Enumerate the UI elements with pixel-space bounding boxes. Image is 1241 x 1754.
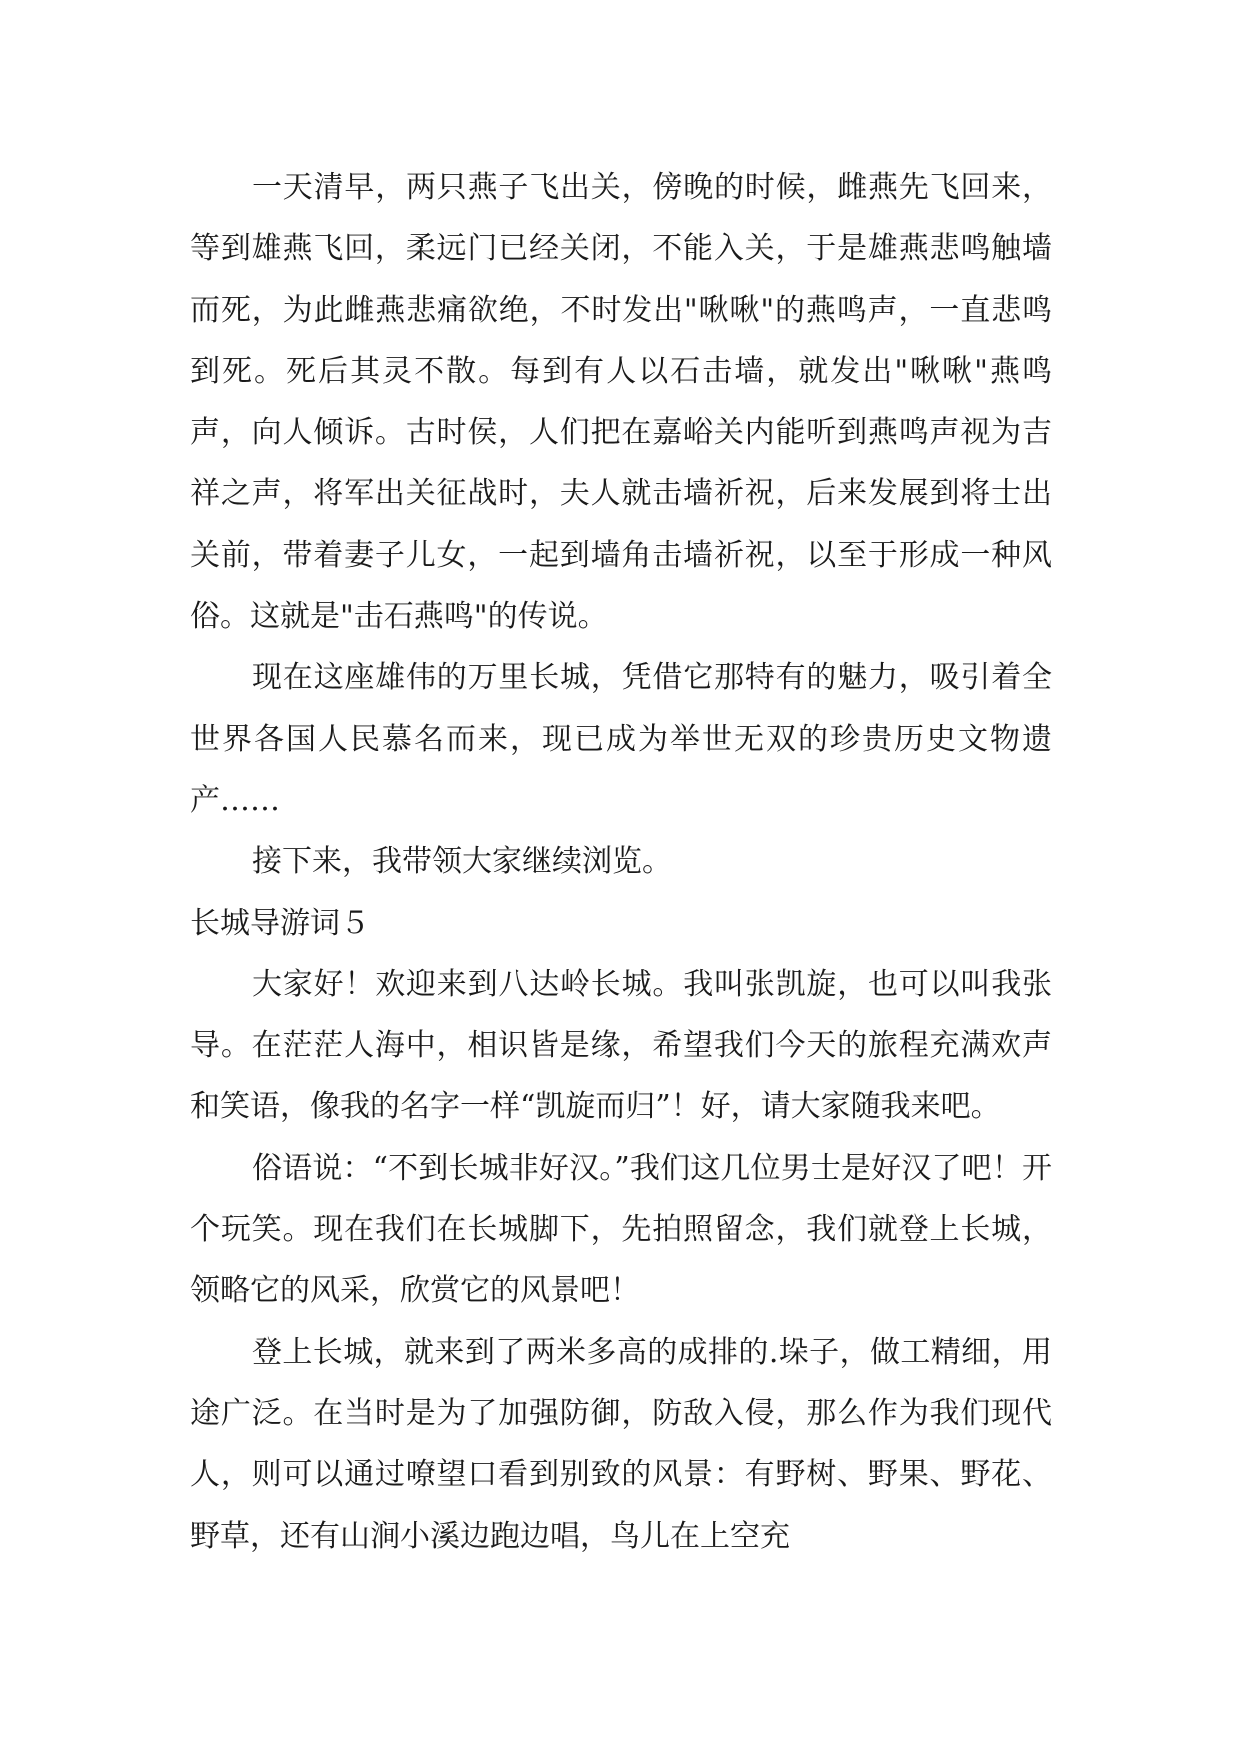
paragraph-swallow-legend: 一天清早，两只燕子飞出关，傍晚的时候，雌燕先飞回来，等到雄燕飞回，柔远门已经关闭，不能入关，于是雄燕悲鸣触墙而死，为此雌燕悲痛欲绝，不时发出"啾啾"的燕鸣声，一直悲鸣到死。死后其灵不散。每到有人以石击墙，就发出"啾啾"燕鸣声，向人倾诉。古时侯，人们把在嘉峪关内能听到燕鸣声视为吉祥之声，将军出关征战时，夫人就击墙祈祝，后来发展到将士出关前，带着妻子儿女，一起到墙角击墙祈祝，以至于形成一种风俗。这就是"击石燕鸣"的传说。 — [190, 170, 1052, 635]
paragraph-proverb: 俗语说：“不到长城非好汉。”我们这几位男士是好汉了吧！开个玩笑。现在我们在长城脚下，先拍照留念，我们就登上长城，领略它的风采，欣赏它的风景吧！ — [190, 1150, 1052, 1309]
paragraph-great-wall-charm: 现在这座雄伟的万里长城，凭借它那特有的魅力，吸引着全世界各国人民慕名而来，现已成为举世无双的珍贵历史文物遗产…… — [190, 660, 1052, 818]
paragraph-battlements: 登上长城，就来到了两米多高的成排的.垛子，做工精细，用途广泛。在当时是为了加强防御，防敌入侵，那么作为我们现代人，则可以通过嘹望口看到别致的风景：有野树、野果、野花、野草，还有山涧小溪边跑边唱，鸟儿在上空充 — [190, 1334, 1052, 1554]
document-body — [190, 157, 1052, 1567]
section-heading: 长城导游词５ — [190, 905, 370, 941]
paragraph-welcome: 大家好！欢迎来到八达岭长城。我叫张凯旋，也可以叫我张导。在茫茫人海中，相识皆是缘，希望我们今天的旅程充满欢声和笑语，像我的名字一样“凯旋而归”！好，请大家随我来吧。 — [190, 966, 1052, 1125]
paragraph-continue-tour: 接下来，我带领大家继续浏览。 — [252, 844, 672, 880]
